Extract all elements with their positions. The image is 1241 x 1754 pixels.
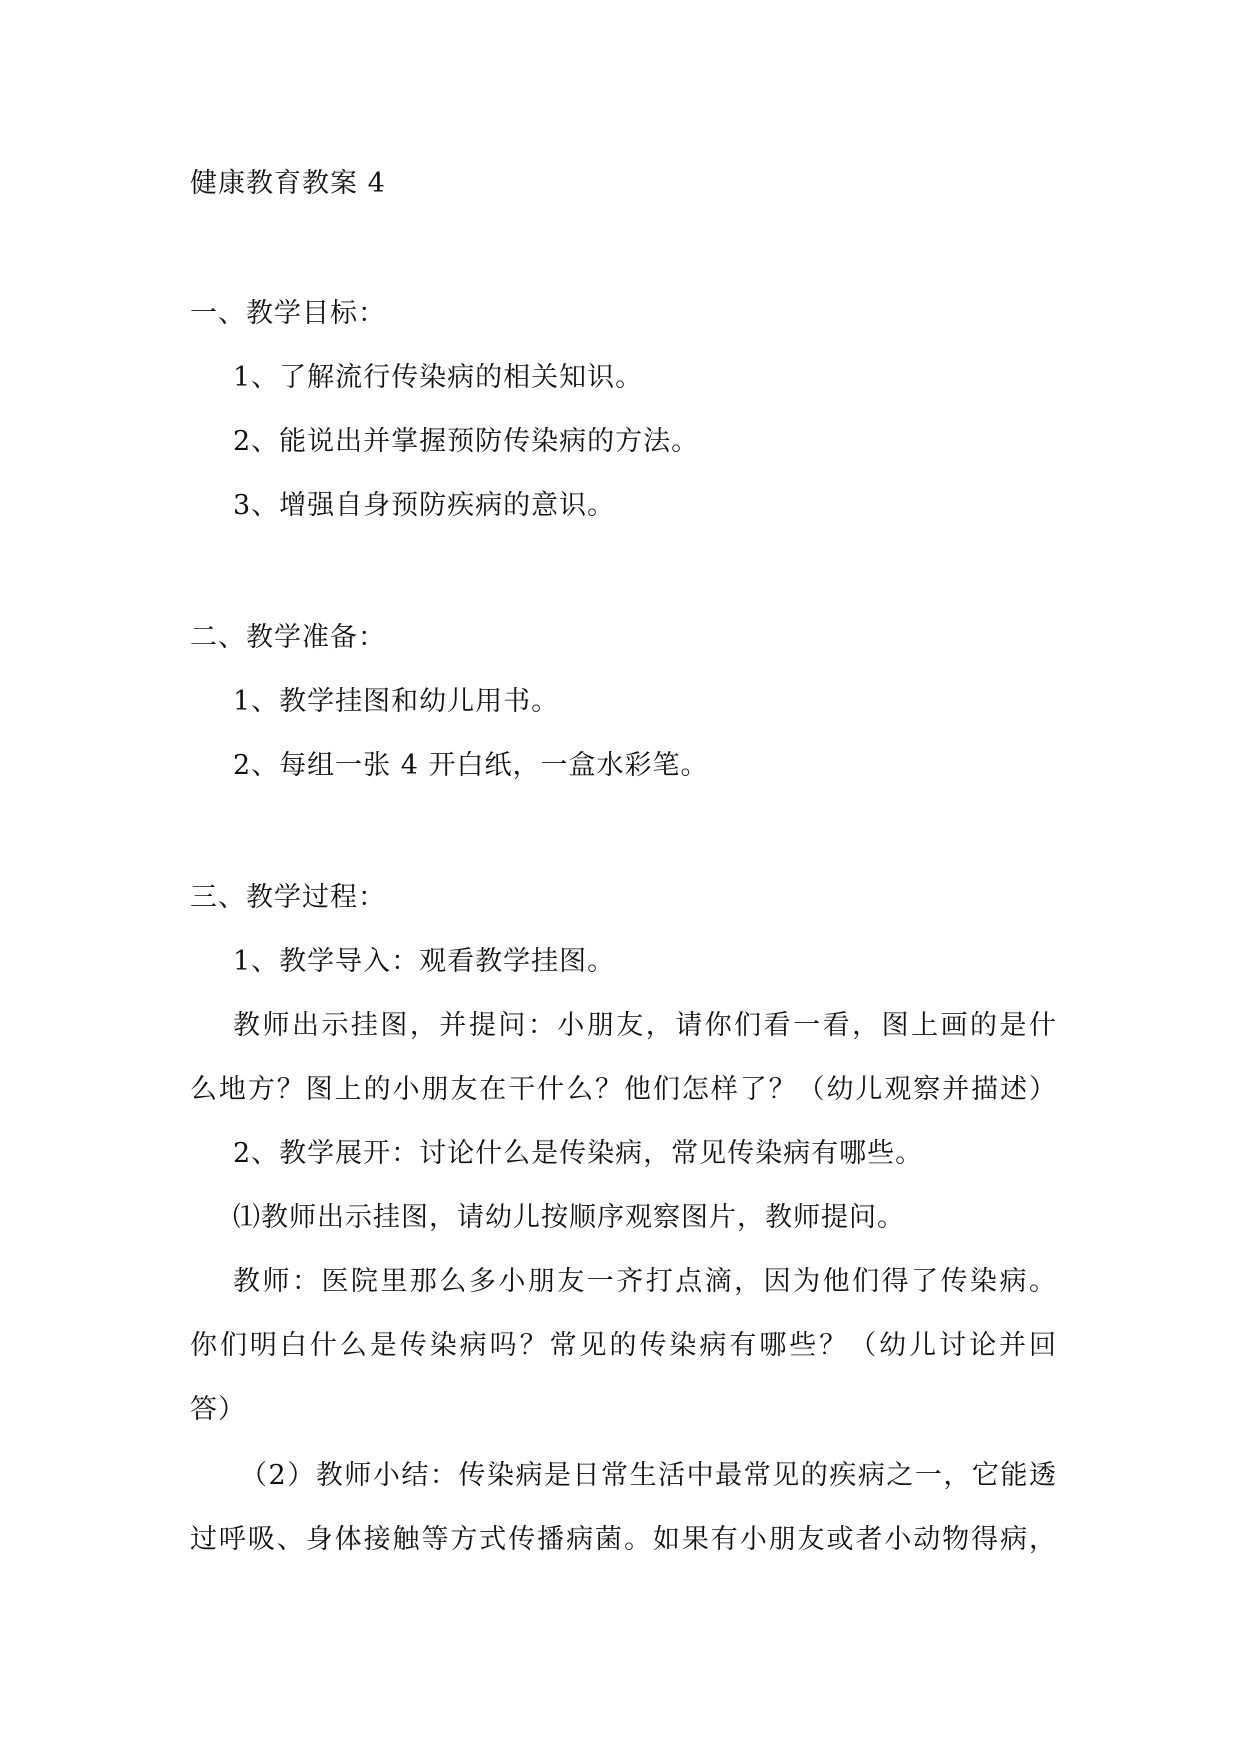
process-step: 2、教学展开：讨论什么是传染病，常见传染病有哪些。 bbox=[233, 1138, 924, 1169]
paragraph-line: 教师出示挂图，并提问：小朋友，请你们看一看，图上画的是什 bbox=[233, 1010, 1057, 1041]
preparation-item: 2、每组一张 4 开白纸，一盒水彩笔。 bbox=[233, 750, 709, 781]
process-step: 1、教学导入：观看教学挂图。 bbox=[233, 946, 616, 977]
paragraph-line: ⑴教师出示挂图，请幼儿按顺序观察图片，教师提问。 bbox=[233, 1202, 905, 1233]
objective-item: 1、了解流行传染病的相关知识。 bbox=[233, 362, 644, 393]
paragraph-line: 教师：医院里那么多小朋友一齐打点滴，因为他们得了传染病。 bbox=[233, 1266, 1057, 1297]
preparation-item: 1、教学挂图和幼儿用书。 bbox=[233, 686, 560, 717]
section-heading-preparation: 二、教学准备： bbox=[190, 622, 386, 653]
paragraph-line: 答） bbox=[190, 1394, 246, 1425]
section-heading-objectives: 一、教学目标： bbox=[190, 298, 386, 329]
paragraph-line: 过呼吸、身体接触等方式传播病菌。如果有小朋友或者小动物得病， bbox=[190, 1524, 1057, 1555]
paragraph-line: 你们明白什么是传染病吗？常见的传染病有哪些？（幼儿讨论并回 bbox=[190, 1330, 1057, 1361]
paragraph-line: 么地方？图上的小朋友在干什么？他们怎样了？（幼儿观察并描述） bbox=[190, 1074, 1057, 1105]
section-heading-process: 三、教学过程： bbox=[190, 882, 386, 913]
paragraph-line: （2）教师小结：传染病是日常生活中最常见的疾病之一，它能透 bbox=[240, 1460, 1057, 1491]
document-title: 健康教育教案 4 bbox=[190, 168, 386, 199]
objective-item: 2、能说出并掌握预防传染病的方法。 bbox=[233, 426, 700, 457]
objective-item: 3、增强自身预防疾病的意识。 bbox=[233, 490, 616, 521]
